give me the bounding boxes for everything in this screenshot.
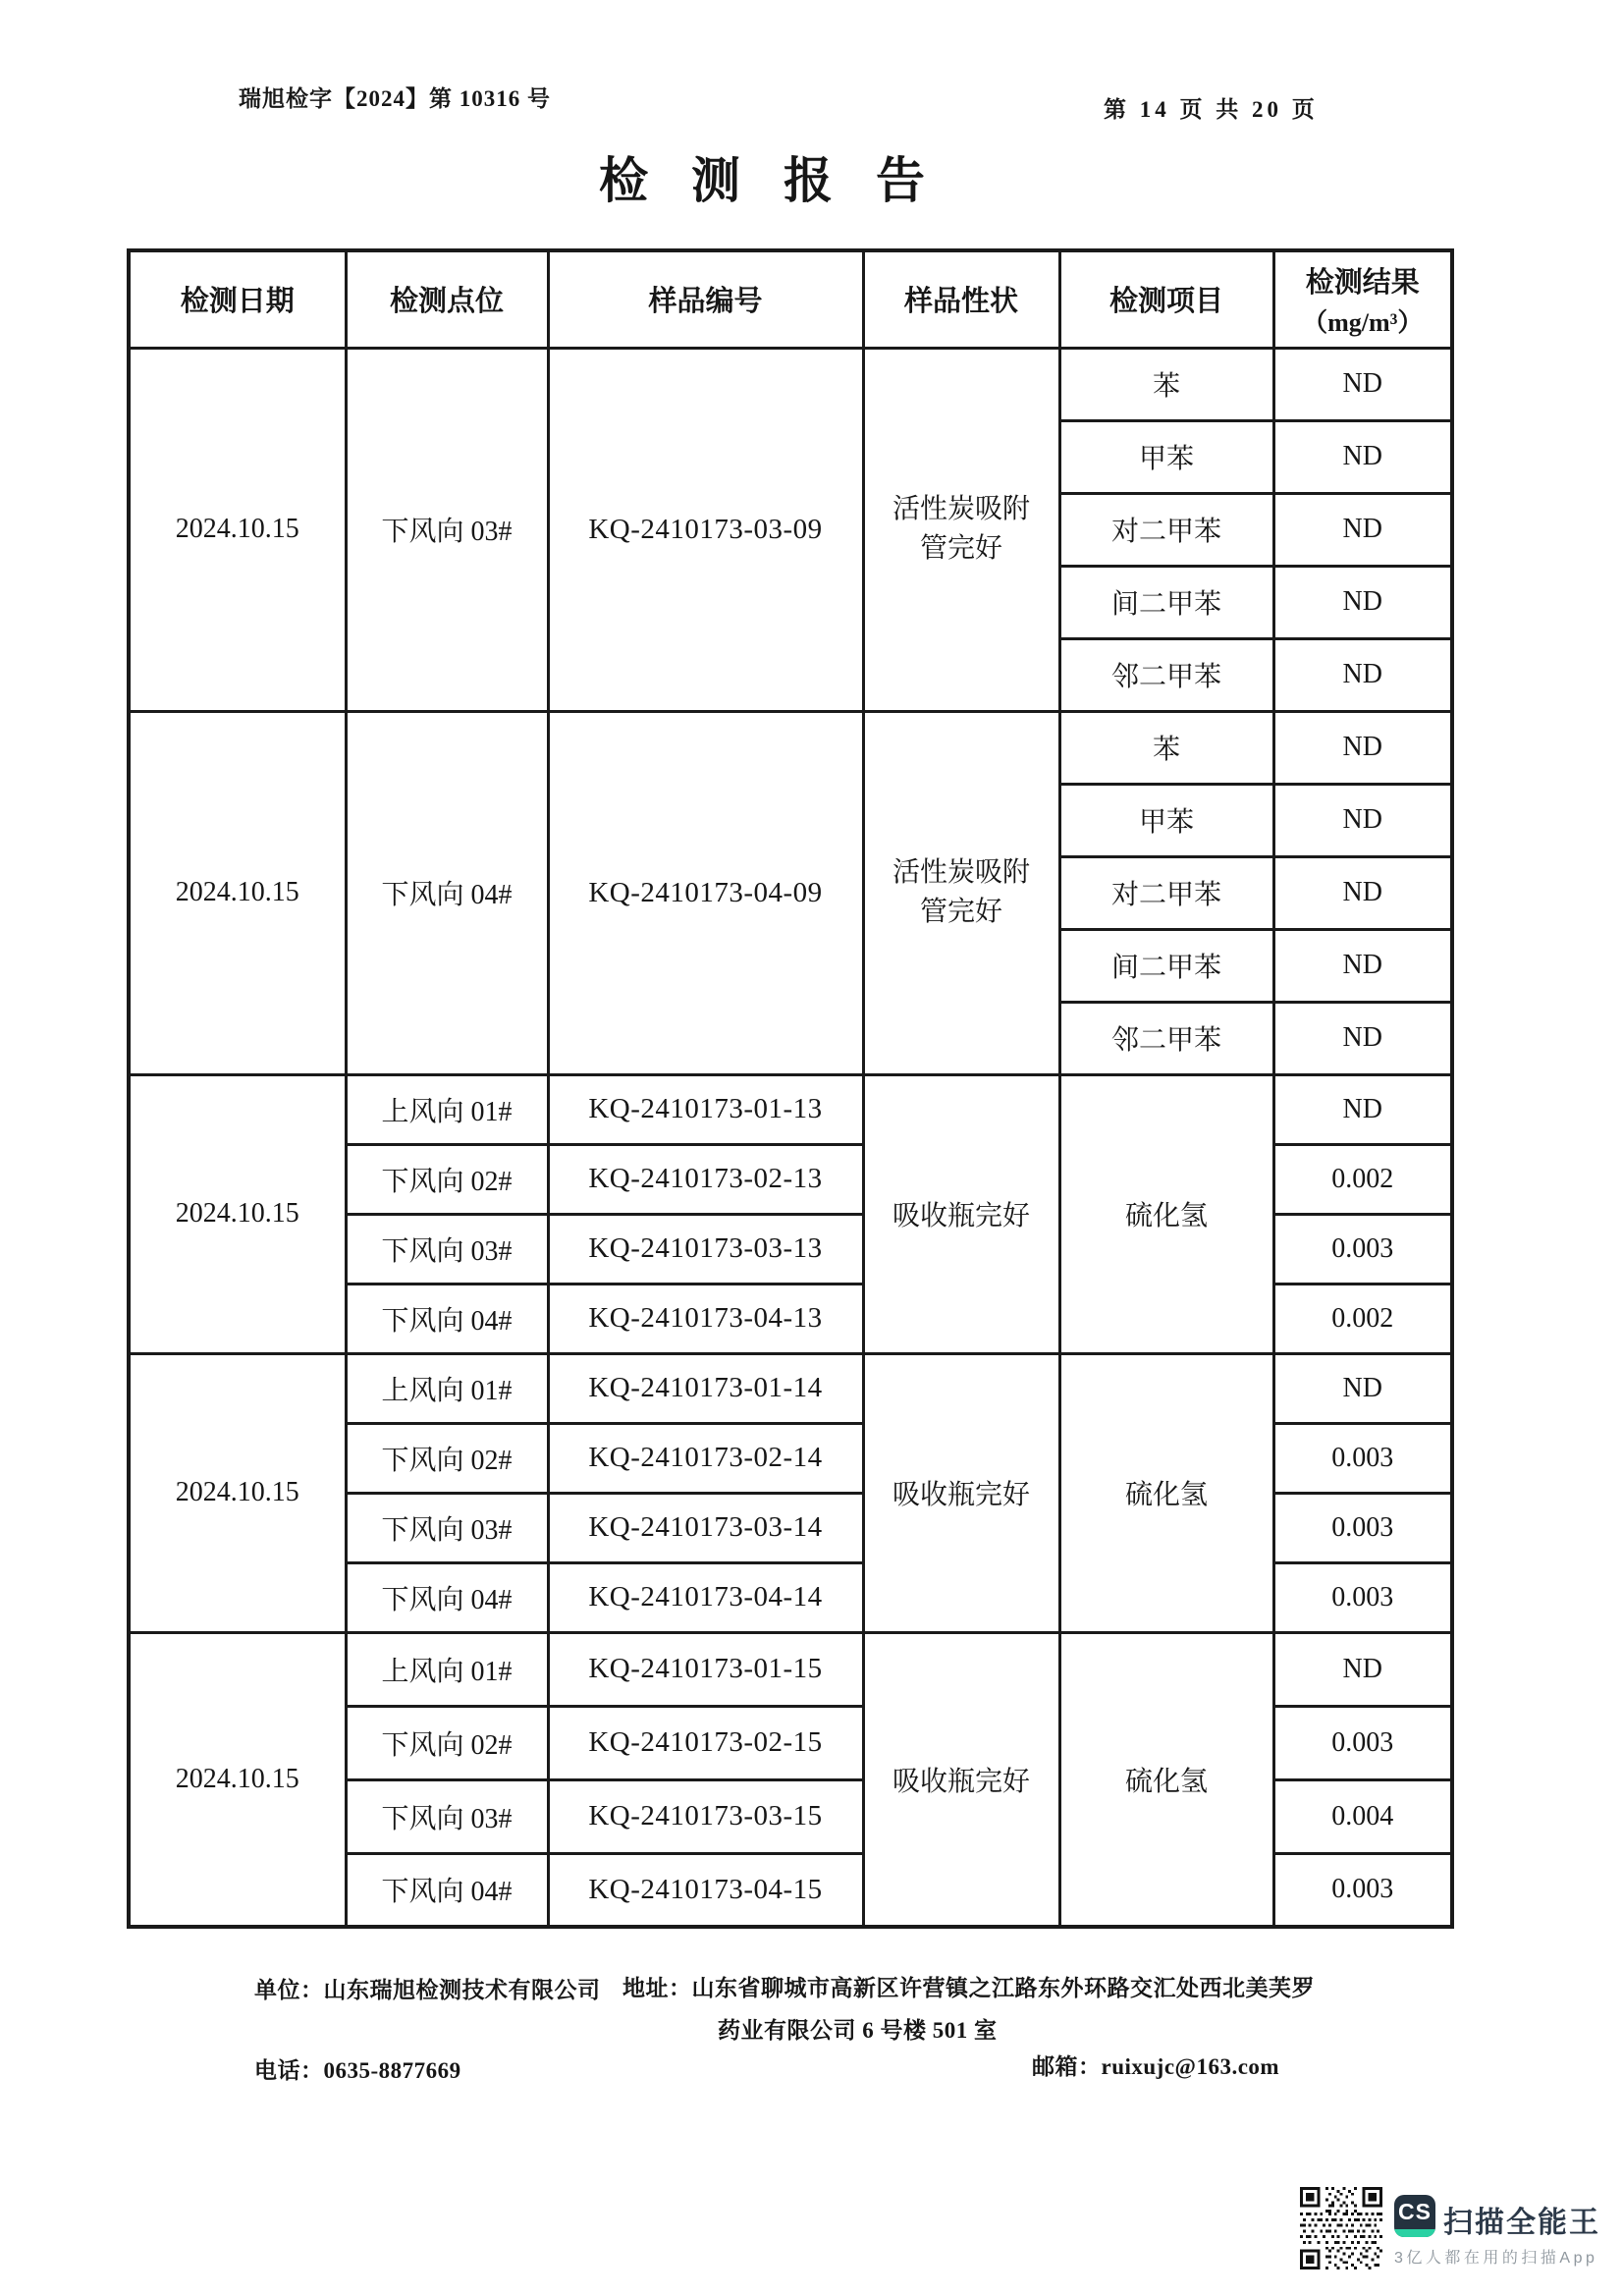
table-row	[129, 348, 1452, 420]
cell-point: 上风向 01#	[346, 1632, 548, 1706]
cell-date: 2024.10.15	[129, 348, 346, 711]
footer-unit: 单位：山东瑞旭检测技术有限公司	[254, 1978, 601, 2002]
cell-point: 上风向 01#	[346, 1074, 548, 1144]
col-header-date: 检测日期	[129, 250, 346, 348]
cell-item: 甲苯	[1059, 784, 1273, 856]
cell-sample-no: KQ-2410173-04-14	[548, 1562, 863, 1632]
cell-result: ND	[1273, 1002, 1452, 1074]
cell-result: ND	[1273, 420, 1452, 493]
cell-item: 苯	[1059, 711, 1273, 784]
cell-point: 下风向 04#	[346, 711, 548, 1074]
document-code: 瑞旭检字【2024】第 10316 号	[239, 86, 551, 111]
col-header-sample-no: 样品编号	[548, 250, 863, 348]
cell-result: 0.002	[1273, 1284, 1452, 1353]
cell-result: 0.004	[1273, 1779, 1452, 1853]
cell-result: 0.003	[1273, 1423, 1452, 1493]
cell-item: 硫化氢	[1059, 1074, 1273, 1353]
cell-result: ND	[1273, 1632, 1452, 1706]
cell-condition: 吸收瓶完好	[863, 1353, 1059, 1632]
cell-condition	[863, 711, 1059, 1074]
cell-sample-no: KQ-2410173-01-14	[548, 1353, 863, 1423]
cell-point: 下风向 02#	[346, 1144, 548, 1214]
cell-result: 0.003	[1273, 1706, 1452, 1779]
cell-item: 苯	[1059, 348, 1273, 420]
cell-point: 下风向 03#	[346, 1493, 548, 1562]
cell-sample-no: KQ-2410173-02-13	[548, 1144, 863, 1214]
cell-item: 间二甲苯	[1059, 929, 1273, 1002]
cell-sample-no: KQ-2410173-04-15	[548, 1853, 863, 1927]
cell-condition: 吸收瓶完好	[863, 1074, 1059, 1353]
cell-result: ND	[1273, 784, 1452, 856]
col-header-item: 检测项目	[1059, 250, 1273, 348]
cell-result: 0.002	[1273, 1144, 1452, 1214]
page-title: 检测报告	[599, 153, 968, 208]
cell-point: 下风向 04#	[346, 1284, 548, 1353]
cell-item: 硫化氢	[1059, 1353, 1273, 1632]
cell-date: 2024.10.15	[129, 1353, 346, 1632]
table-row	[129, 1632, 1452, 1706]
camscanner-app-name: 扫描全能王	[1443, 2207, 1600, 2239]
table-row	[129, 1074, 1452, 1144]
table-row	[129, 711, 1452, 784]
report-table	[127, 248, 1454, 1929]
cell-result: 0.003	[1273, 1493, 1452, 1562]
cell-point: 下风向 03#	[346, 1214, 548, 1284]
cell-condition: 吸收瓶完好	[863, 1632, 1059, 1927]
cell-result: ND	[1273, 566, 1452, 638]
condition-line: 管完好	[919, 897, 1002, 927]
cell-item: 对二甲苯	[1059, 856, 1273, 929]
condition-line: 管完好	[919, 533, 1002, 564]
cell-sample-no: KQ-2410173-03-09	[548, 348, 863, 711]
cell-point: 下风向 02#	[346, 1423, 548, 1493]
cell-result: ND	[1273, 711, 1452, 784]
cell-date: 2024.10.15	[129, 711, 346, 1074]
cell-date: 2024.10.15	[129, 1074, 346, 1353]
camscanner-icon-strip	[1394, 2229, 1435, 2237]
cell-result: ND	[1273, 1353, 1452, 1423]
col-header-condition: 样品性状	[863, 250, 1059, 348]
cell-result: ND	[1273, 493, 1452, 566]
cell-item: 邻二甲苯	[1059, 1002, 1273, 1074]
cell-result: 0.003	[1273, 1853, 1452, 1927]
cell-result: ND	[1273, 856, 1452, 929]
camscanner-tagline: 3亿人都在用的扫描App	[1394, 2250, 1598, 2267]
cell-result: ND	[1273, 929, 1452, 1002]
cell-point: 下风向 04#	[346, 1853, 548, 1927]
cell-point: 下风向 02#	[346, 1706, 548, 1779]
cell-point: 下风向 03#	[346, 348, 548, 711]
cell-sample-no: KQ-2410173-03-13	[548, 1214, 863, 1284]
cell-condition	[863, 348, 1059, 711]
cell-item: 对二甲苯	[1059, 493, 1273, 566]
camscanner-app-icon	[1394, 2195, 1435, 2237]
cell-result: ND	[1273, 638, 1452, 711]
page-number: 第 14 页 共 20 页	[1104, 97, 1319, 122]
condition-line: 活性炭吸附	[892, 857, 1030, 888]
table-header-row	[129, 250, 1452, 348]
cell-item: 邻二甲苯	[1059, 638, 1273, 711]
cell-point: 下风向 03#	[346, 1779, 548, 1853]
cell-sample-no: KQ-2410173-03-15	[548, 1779, 863, 1853]
cell-sample-no: KQ-2410173-01-13	[548, 1074, 863, 1144]
cell-sample-no: KQ-2410173-02-15	[548, 1706, 863, 1779]
cell-result: ND	[1273, 348, 1452, 420]
col-header-result	[1273, 250, 1452, 348]
cell-sample-no: KQ-2410173-02-14	[548, 1423, 863, 1493]
condition-line: 活性炭吸附	[892, 494, 1030, 524]
table-row	[129, 1353, 1452, 1423]
col-header-result-label: 检测结果	[1305, 266, 1420, 299]
cell-sample-no: KQ-2410173-01-15	[548, 1632, 863, 1706]
cell-item: 甲苯	[1059, 420, 1273, 493]
cell-date: 2024.10.15	[129, 1632, 346, 1927]
cell-item: 硫化氢	[1059, 1632, 1273, 1927]
cell-result: 0.003	[1273, 1214, 1452, 1284]
cell-item: 间二甲苯	[1059, 566, 1273, 638]
cell-point: 上风向 01#	[346, 1353, 548, 1423]
cell-result: 0.003	[1273, 1562, 1452, 1632]
footer-email: 邮箱：ruixujc@163.com	[1032, 2054, 1280, 2079]
footer-address: 地址：山东省聊城市高新区许营镇之江路东外环路交汇处西北美芙罗	[622, 1976, 1315, 2000]
cell-result: ND	[1273, 1074, 1452, 1144]
col-header-result-unit: （mg/m³）	[1302, 307, 1424, 337]
cell-sample-no: KQ-2410173-03-14	[548, 1493, 863, 1562]
cell-sample-no: KQ-2410173-04-13	[548, 1284, 863, 1353]
qr-code	[1300, 2187, 1382, 2269]
cell-sample-no: KQ-2410173-04-09	[548, 711, 863, 1074]
footer-address-line2: 药业有限公司 6 号楼 501 室	[718, 2018, 998, 2043]
camscanner-initials: CS	[1398, 2199, 1432, 2224]
cell-point: 下风向 04#	[346, 1562, 548, 1632]
col-header-point: 检测点位	[346, 250, 548, 348]
footer-phone: 电话：0635-8877669	[254, 2058, 461, 2083]
